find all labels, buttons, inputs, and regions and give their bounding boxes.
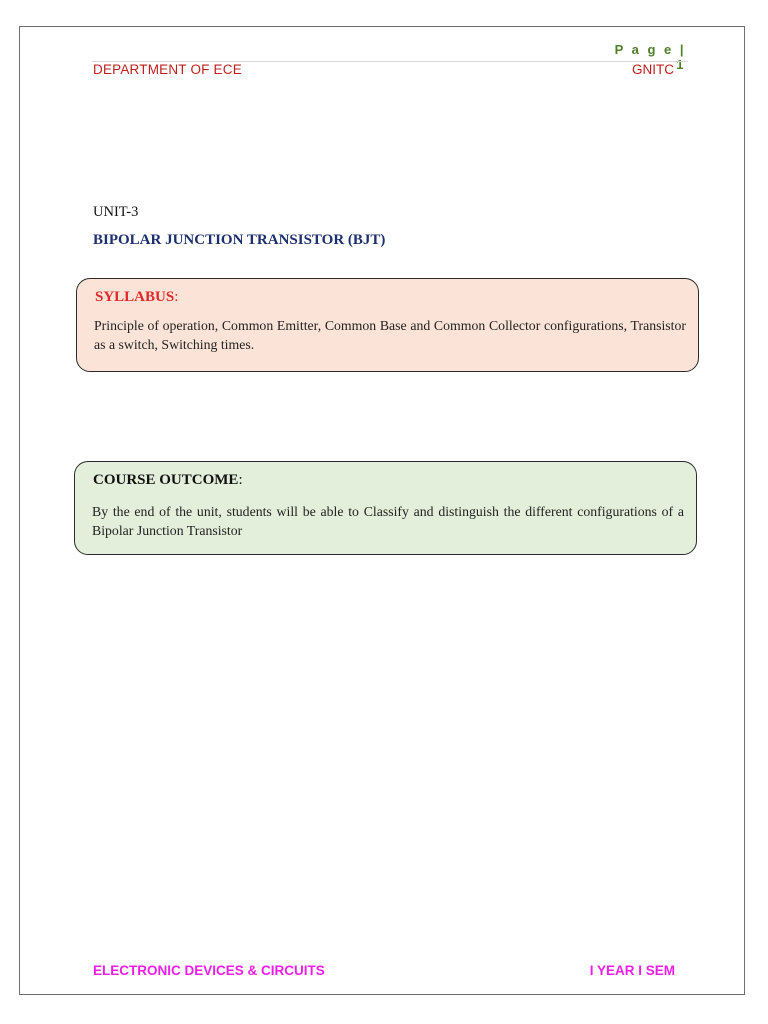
syllabus-heading: [95, 289, 178, 306]
course-outcome-heading: [93, 472, 243, 489]
course-outcome-heading-colon: :: [238, 472, 243, 488]
course-outcome-box: [74, 461, 697, 555]
footer-year: I YEAR I SEM: [589, 963, 675, 978]
footer-subject: ELECTRONIC DEVICES & CIRCUITS: [93, 963, 325, 978]
college-header: GNITC: [632, 62, 674, 77]
page-number: P a g e | 1: [614, 42, 686, 72]
unit-title: BIPOLAR JUNCTION TRANSISTOR (BJT): [93, 232, 386, 248]
syllabus-box: [76, 278, 699, 372]
syllabus-heading-text: SYLLABUS: [95, 289, 175, 305]
unit-label: UNIT-3: [93, 204, 139, 220]
department-header: DEPARTMENT OF ECE: [93, 62, 242, 77]
course-outcome-heading-text: COURSE OUTCOME: [93, 472, 239, 488]
syllabus-heading-colon: :: [174, 289, 179, 305]
syllabus-body: Principle of operation, Common Emitter, Common Base and Common Collector configurations, Transistor as a switch, Switching times.: [94, 318, 686, 352]
course-outcome-body: By the end of the unit, students will be able to Classify and distinguish the different configurations of a Bipolar Junction Transistor: [92, 504, 684, 538]
